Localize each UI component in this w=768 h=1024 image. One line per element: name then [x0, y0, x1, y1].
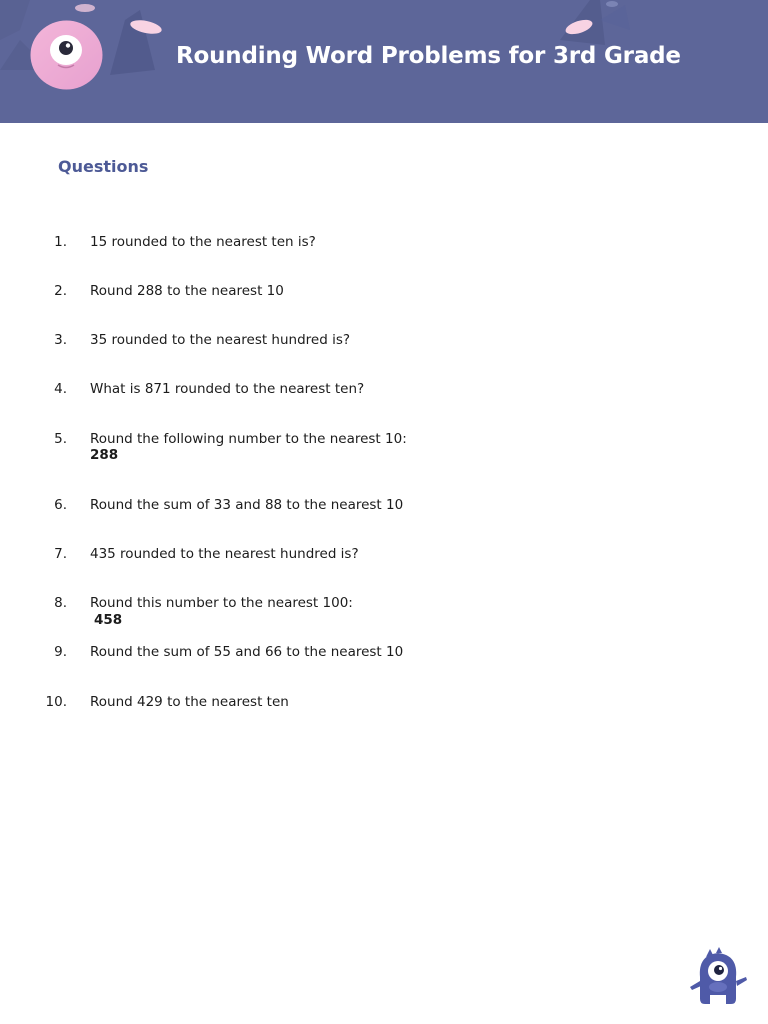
- question-number-value: 458: [94, 612, 123, 628]
- question-text: Round the sum of 55 and 66 to the nearest 10: [90, 644, 404, 660]
- monster-mascot-icon: [686, 947, 750, 1007]
- header-banner: [0, 0, 768, 123]
- question-text: 435 rounded to the nearest hundred is?: [90, 546, 359, 562]
- question-number: 1.: [54, 234, 67, 250]
- question-number: 10.: [45, 694, 67, 710]
- question-number-value: 288: [90, 447, 119, 463]
- question-number: 6.: [54, 497, 67, 513]
- question-text: Round 288 to the nearest 10: [90, 283, 284, 299]
- question-number: 9.: [54, 644, 67, 660]
- question-text: Round the following number to the nearest 10:: [90, 431, 407, 447]
- question-text: Round 429 to the nearest ten: [90, 694, 289, 710]
- question-number: 4.: [54, 381, 67, 397]
- page-title: Rounding Word Problems for 3rd Grade: [176, 43, 681, 69]
- question-number: 8.: [54, 595, 67, 611]
- question-text: What is 871 rounded to the nearest ten?: [90, 381, 365, 397]
- section-heading: Questions: [58, 157, 149, 176]
- question-number: 2.: [54, 283, 67, 299]
- question-number: 3.: [54, 332, 67, 348]
- question-text: Round this number to the nearest 100:: [90, 595, 353, 611]
- question-number: 5.: [54, 431, 67, 447]
- question-text: Round the sum of 33 and 88 to the nearest 10: [90, 497, 404, 513]
- question-text: 15 rounded to the nearest ten is?: [90, 234, 316, 250]
- question-text: 35 rounded to the nearest hundred is?: [90, 332, 351, 348]
- monster-logo-icon: [30, 20, 103, 90]
- question-number: 7.: [54, 546, 67, 562]
